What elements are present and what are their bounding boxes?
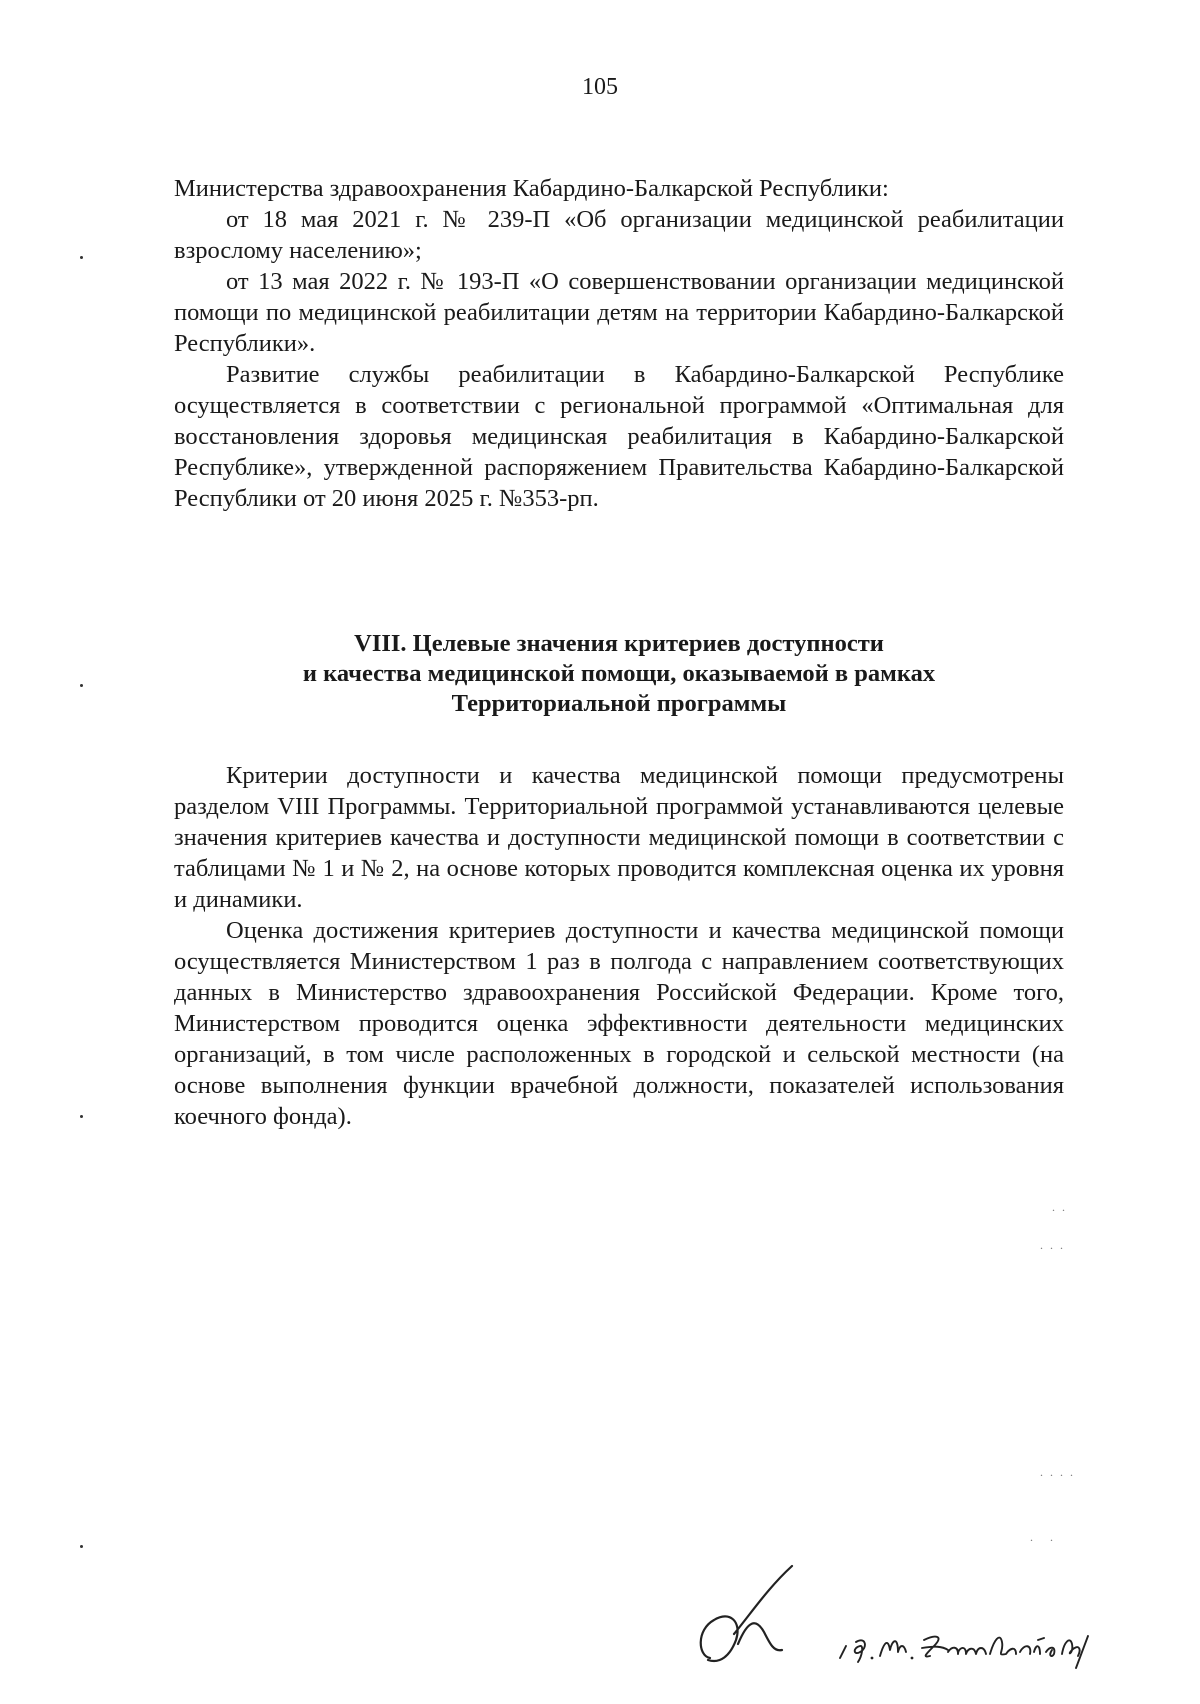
paragraph-order-193: от 13 мая 2022 г. № 193-П «О совершенствовании организации медицинской помощи по медицинской реабилитации детям на территории Кабардино-Балкарской Республики».: [174, 268, 1064, 357]
paragraph-assessment: Оценка достижения критериев доступности и качества медицинской помощи осуществляется Министерством 1 раз в полгода с направлением соответствующих данных в Министерство здравоохранения Российской Федерации. Кроме того, Министерством проводится оценка эффективности деятельности медицинских организаций, в том числе расположенных в городской и сельской местности (на основе выполнения функции врачебной должности, показателей использования коечного фонда).: [174, 917, 1064, 1130]
scan-mark: [80, 256, 83, 259]
body-text-upper: [174, 173, 1064, 514]
scan-speck: . .: [1052, 1200, 1067, 1214]
page-number: 105: [582, 74, 618, 100]
section-heading-line-2: и качества медицинской помощи, оказываемой в рамках: [302, 660, 936, 687]
signature-scrawl-icon: [690, 1560, 1170, 1680]
paragraph-criteria: Критерии доступности и качества медицинской помощи предусмотрены разделом VIII Программы. Территориальной программой устанавливаются целевые значения критериев качества и доступности медицинской помощи в соответствии с таблицами № 1 и № 2, на основе которых проводится комплексная оценка их уровня и динамики.: [174, 762, 1064, 913]
body-text-lower: [174, 760, 1064, 1132]
paragraph-ministry-continuation: Министерства здравоохранения Кабардино-Балкарской Республики:: [174, 175, 889, 202]
scan-speck: . . .: [1040, 1238, 1065, 1252]
section-heading-line-3: Территориальной программы: [451, 690, 787, 717]
scan-speck: . .: [1030, 1530, 1055, 1544]
section-heading: [174, 629, 1064, 719]
signature: [690, 1560, 1170, 1680]
section-heading-line-1: VIII. Целевые значения критериев доступности: [354, 630, 884, 657]
scan-mark: [80, 1115, 83, 1118]
scan-mark: [80, 684, 83, 687]
scan-speck: . . . .: [1040, 1465, 1075, 1479]
scan-mark: [80, 1545, 83, 1548]
paragraph-order-239: от 18 мая 2021 г. № 239-П «Об организации медицинской реабилитации взрослому населению»;: [174, 206, 1064, 264]
paragraph-rehabilitation-service: Развитие службы реабилитации в Кабардино-Балкарской Республике осуществляется в соответствии с региональной программой «Оптимальная для восстановления здоровья медицинская реабилитация в Кабардино-Балкарской Республике», утвержденной распоряжением Правительства Кабардино-Балкарской Республики от 20 июня 2025 г. №353-рп.: [174, 361, 1064, 512]
